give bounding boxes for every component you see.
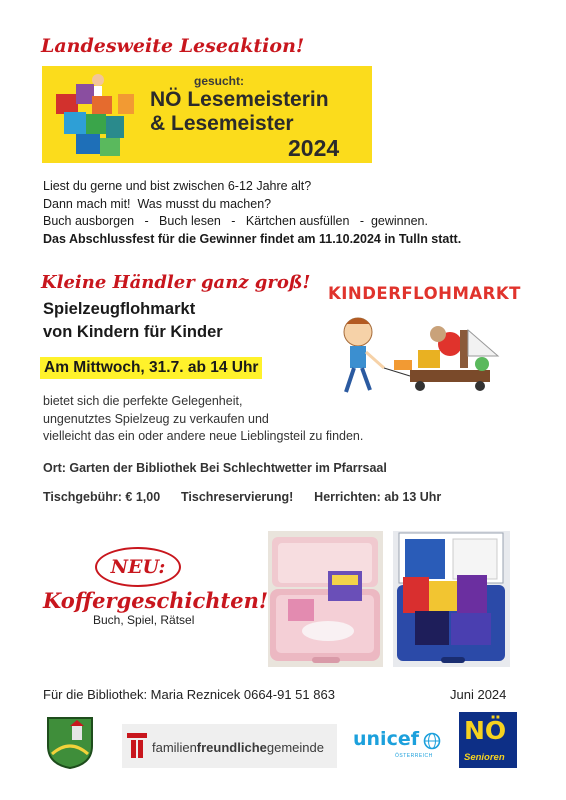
unicef-logo — [353, 728, 443, 762]
neu-badge: NEU: — [95, 547, 181, 587]
kinderflohmarkt-illustration — [320, 282, 520, 410]
book-blocks-illustration — [46, 66, 151, 163]
flohmarkt-title — [43, 298, 223, 344]
ffg-bold: freundliche — [196, 740, 267, 755]
koffer-title: Koffergeschichten! — [43, 588, 269, 613]
intro-text — [43, 178, 513, 248]
familienfreundliche-gemeinde-logo — [122, 724, 337, 768]
pink-suitcase-image — [268, 531, 383, 667]
library-contact: Für die Bibliothek: Maria Reznicek 0664-91 51 863 — [43, 687, 335, 702]
page-headline: Landesweite Leseaktion! — [41, 35, 305, 57]
unicef-country: ÖSTERREICH — [395, 753, 433, 759]
issue-date: Juni 2024 — [450, 687, 507, 702]
flohmarkt-title-line2: von Kindern für Kinder — [43, 323, 223, 341]
crest-icon — [46, 716, 94, 770]
child-with-toys-drawing — [320, 310, 520, 410]
ffg-suffix: gemeinde — [266, 740, 324, 755]
noe-senioren-logo — [459, 712, 517, 768]
unicef-globe-icon — [423, 732, 441, 750]
flohmarkt-body-line: bietet sich die perfekte Gelegenheit, — [43, 394, 243, 408]
noe-senioren-label: Senioren — [464, 752, 505, 763]
unicef-wordmark: unicef — [353, 728, 419, 750]
ffg-prefix: familien — [152, 740, 197, 755]
intro-line: Liest du gerne und bist zwischen 6-12 Jahre alt? — [43, 179, 312, 193]
blue-suitcase-photo — [393, 531, 510, 667]
banner-kicker: gesucht: — [194, 74, 245, 88]
flohmarkt-fees: Tischgebühr: € 1,00 Tischreservierung! Herrichten: ab 13 Uhr — [43, 490, 442, 504]
banner-title-line1: NÖ Lesemeisterin — [150, 88, 329, 111]
flohmarkt-headline: Kleine Händler ganz groß! — [41, 272, 311, 293]
flohmarkt-title-line1: Spielzeugflohmarkt — [43, 300, 196, 318]
municipality-crest-logo — [46, 716, 94, 770]
noe-wordmark: NÖ — [464, 716, 507, 745]
kinderflohmarkt-title: KINDERFLOHMARKT — [328, 284, 521, 303]
intro-line: Buch ausborgen - Buch lesen - Kärtchen ausfüllen - gewinnen. — [43, 214, 428, 228]
pink-suitcase-photo — [268, 531, 383, 667]
intro-line: Dann mach mit! Was musst du machen? — [43, 196, 272, 211]
flohmarkt-body-line: vielleicht das ein oder andere neue Lieblingsteil zu finden. — [43, 429, 364, 443]
lesemeister-banner — [42, 66, 372, 163]
ffg-mark-icon — [125, 731, 151, 761]
banner-year: 2024 — [288, 135, 340, 161]
blue-suitcase-image — [393, 531, 510, 667]
intro-bold-line: Das Abschlussfest für die Gewinner findet am 11.10.2024 in Tulln statt. — [43, 231, 462, 246]
banner-title-line2: & Lesemeister — [150, 112, 294, 135]
flohmarkt-body-line: ungenutztes Spielzeug zu verkaufen und — [43, 411, 269, 426]
ffg-wordmark — [152, 740, 324, 755]
koffer-subtitle: Buch, Spiel, Rätsel — [93, 613, 195, 627]
flohmarkt-date: Am Mittwoch, 31.7. ab 14 Uhr — [40, 357, 262, 379]
flohmarkt-location: Ort: Garten der Bibliothek Bei Schlechtwetter im Pfarrsaal — [43, 461, 387, 475]
